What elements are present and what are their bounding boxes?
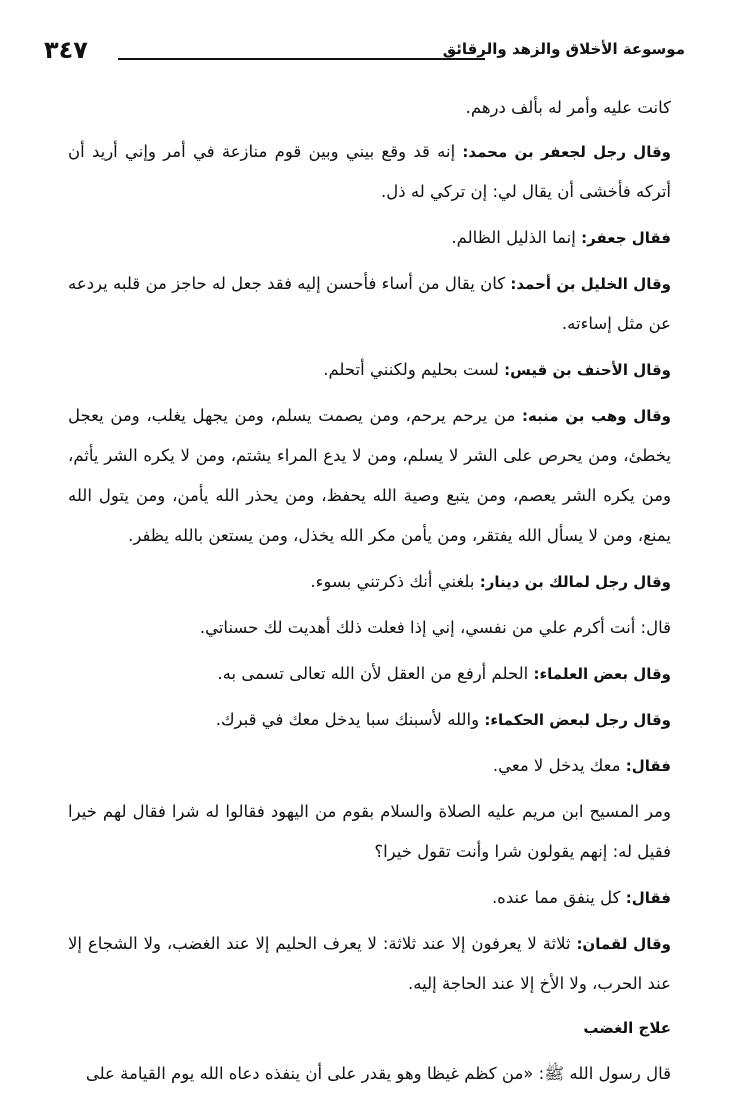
paragraph-speaker: فقال: [625, 889, 671, 907]
paragraph-speaker: وقال الأحنف بن قيس: [504, 361, 671, 379]
paragraph-speaker: فقال جعفر: [581, 229, 671, 247]
paragraph-speaker: فقال: [625, 757, 671, 775]
paragraph-text: كان يقال من أساء فأحسن إليه فقد جعل له حاجز من قلبه يردعه عن مثل إساءته. [68, 274, 671, 333]
paragraph-speaker: وقال رجل لبعض الحكماء: [484, 711, 671, 729]
page-body [68, 88, 671, 1100]
paragraph-text: لست بحليم ولكنني أتحلم. [323, 360, 505, 379]
header-rule [118, 58, 485, 60]
paragraph-text: والله لأسبنك سبا يدخل معك في قبرك. [215, 710, 485, 729]
paragraph [68, 88, 671, 128]
paragraph [68, 396, 671, 556]
paragraph [68, 218, 671, 258]
paragraph [68, 924, 671, 1004]
paragraph [68, 608, 671, 648]
paragraph [68, 878, 671, 918]
book-title: موسوعة الأخلاق والزهد والرقائق [442, 40, 685, 58]
paragraph [68, 792, 671, 872]
paragraph [68, 264, 671, 344]
paragraph-speaker: وقال بعض العلماء: [533, 665, 671, 683]
paragraph-text: ثلاثة لا يعرفون إلا عند ثلاثة: لا يعرف الحليم إلا عند الغضب، ولا الشجاع إلا عند الحرب، ولا الأخ إلا عند الحاجة إليه. [68, 934, 671, 993]
paragraph-speaker: وقال رجل لمالك بن دينار: [479, 573, 671, 591]
paragraph-text: إنما الذليل الظالم. [451, 228, 582, 247]
paragraph-text: من يرحم يرحم، ومن يصمت يسلم، ومن يجهل يغلب، ومن يعجل يخطئ، ومن يحرص على الشر لا يسلم، ومن لا يدع المراء يشتم، ومن لا يكره الشر يأثم، ومن يكره الشر يعصم، ومن يتبع وصية الله يحفظ، ومن يحذر الله يأمن، ومن يتول الله يمنع، ومن لا يسأل الله يفتقر، ومن يأمن مكر الله يخذل، ومن يستعن بالله يظفر. [68, 406, 671, 545]
paragraph-text: بلغني أنك ذكرتني بسوء. [310, 572, 480, 591]
paragraph [68, 654, 671, 694]
paragraph-speaker: وقال رجل لجعفر بن محمد: [462, 143, 671, 161]
paragraph [68, 350, 671, 390]
paragraph-speaker: وقال الخليل بن أحمد: [510, 275, 672, 293]
paragraph-text: إنه قد وقع بيني وبين قوم منازعة في أمر وإني أريد أن أتركه فأخشى أن يقال لي: إن تركي له ذل. [68, 142, 671, 201]
paragraph-text: كل ينفق مما عنده. [491, 888, 626, 907]
page-number: ٣٤٧ [44, 36, 88, 64]
page-header [44, 36, 685, 66]
section-heading: علاج الغضب [583, 1019, 671, 1037]
paragraph-text: قال: أنت أكرم علي من نفسي، إني إذا فعلت ذلك أهديت لك حسناتي. [199, 618, 671, 637]
paragraph-text: الحلم أرفع من العقل لأن الله تعالى تسمى به. [217, 664, 534, 683]
paragraph-speaker: وقال وهب بن منبه: [521, 407, 671, 425]
paragraph-speaker: وقال لقمان: [576, 935, 671, 953]
paragraph-text: كانت عليه وأمر له بألف درهم. [465, 98, 671, 117]
paragraph-text: معك يدخل لا معي. [492, 756, 626, 775]
paragraph-text: ومر المسيح ابن مريم عليه الصلاة والسلام بقوم من اليهود فقالوا له شرا فقال لهم خيرا فقيل له: إنهم يقولون شرا وأنت تقول خيرا؟ [68, 802, 671, 861]
paragraph [68, 1054, 671, 1094]
paragraph [68, 132, 671, 212]
paragraph [68, 562, 671, 602]
paragraph [68, 700, 671, 740]
paragraph [68, 746, 671, 786]
paragraph-text: قال رسول الله ﷺ: «من كظم غيظا وهو يقدر على أن ينفذه دعاه الله يوم القيامة على [85, 1064, 671, 1083]
